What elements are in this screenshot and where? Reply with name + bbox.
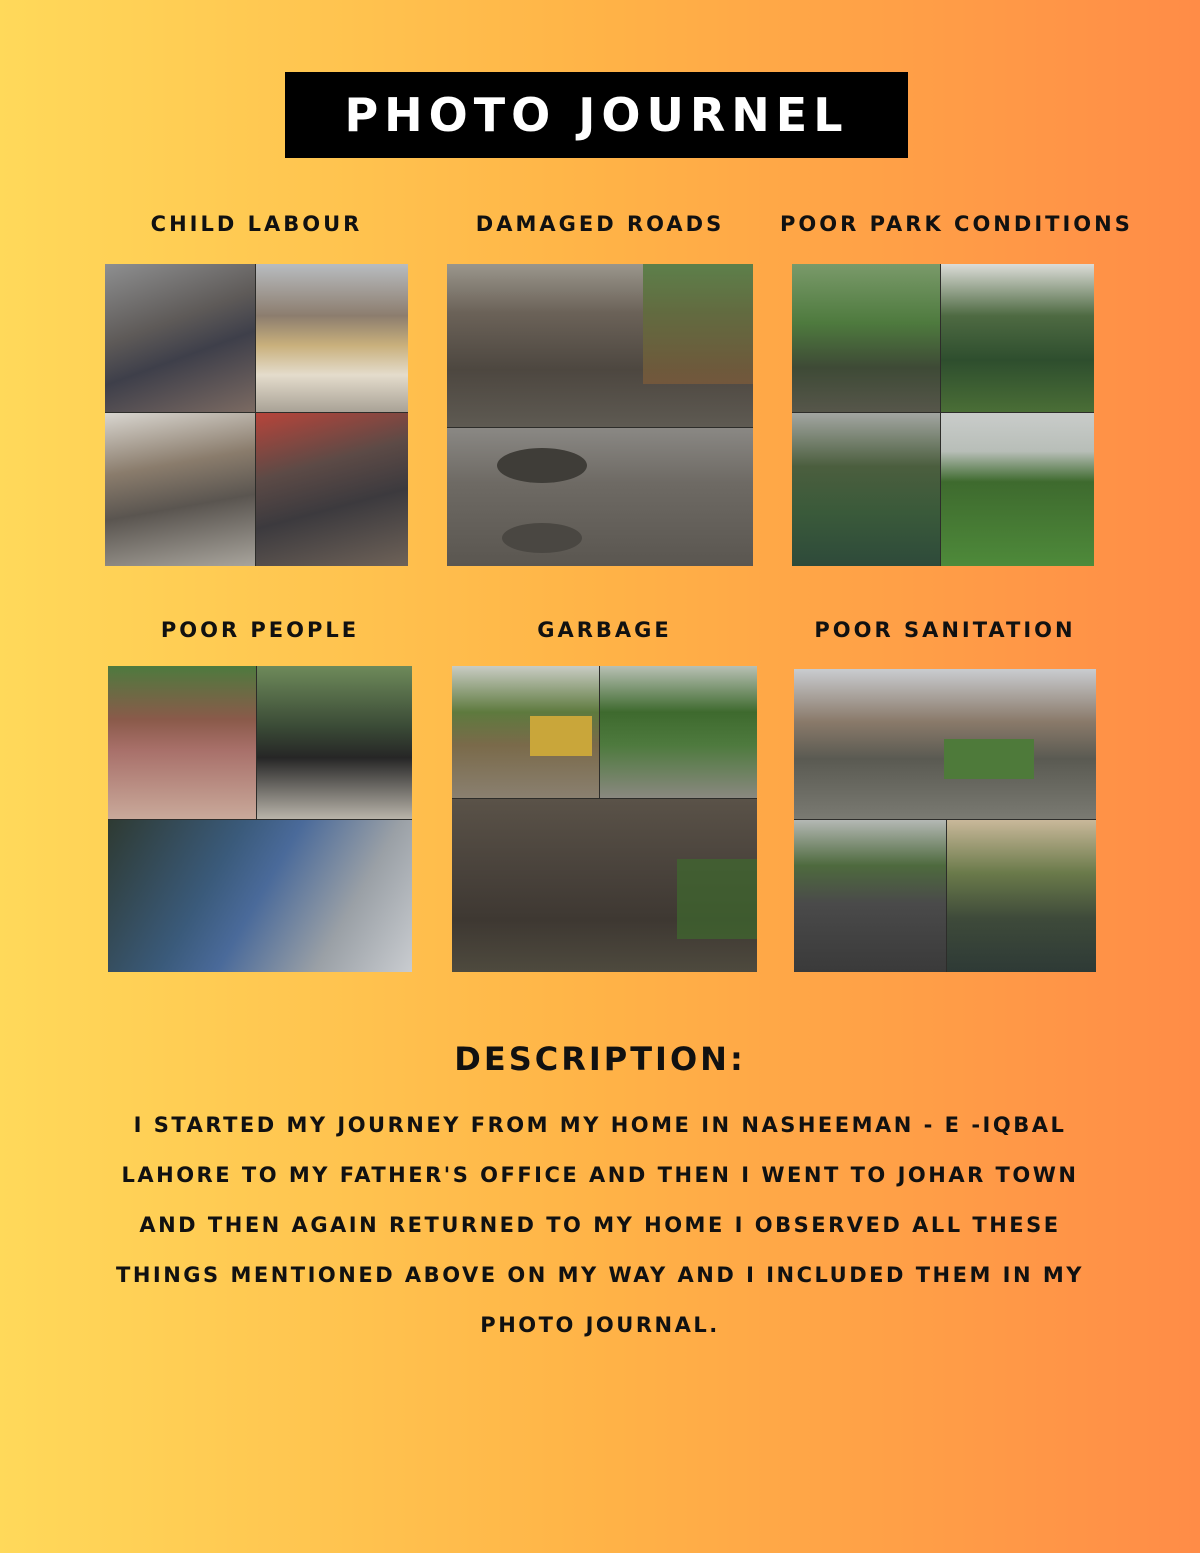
page-title: PHOTO JOURNEL — [344, 88, 849, 142]
description-heading: DESCRIPTION: — [454, 1040, 746, 1078]
section-label-garbage: GARBAGE — [537, 618, 672, 642]
photo-flooded-street — [794, 669, 1096, 819]
photo-muddy-road — [447, 264, 753, 427]
photo-beggar-cars — [108, 820, 412, 972]
garbage-photo-collage — [452, 666, 757, 972]
photo-park-bench-water — [941, 264, 1094, 412]
section-label-poor-people: POOR PEOPLE — [160, 618, 360, 642]
photo-littered-ground — [452, 799, 757, 972]
photo-garbage-bin — [452, 666, 599, 798]
poor-people-photo-collage — [108, 666, 412, 972]
poor-sanitation-photo-collage — [794, 669, 1096, 972]
section-label-damaged-roads: DAMAGED ROADS — [475, 212, 725, 236]
page-title-banner — [285, 72, 908, 158]
description-text: I STARTED MY JOURNEY FROM MY HOME IN NASHEEMAN - E -IQBAL LAHORE TO MY FATHER'S OFFICE AND THEN I WENT TO JOHAR TOWN AND THEN AGAIN RETURNED TO MY HOME I OBSERVED ALL THESE THINGS MENTIONED ABOVE ON MY WAY AND I INCLUDED THEM IN MY PHOTO JOURNAL. — [116, 1113, 1084, 1337]
photo-flooded-swing — [792, 413, 940, 566]
photo-waterlogged-road — [794, 820, 946, 972]
photo-overgrown-grass — [941, 413, 1094, 566]
section-label-child-labour: CHILD LABOUR — [150, 212, 363, 236]
photo-boys-repairing — [105, 264, 255, 412]
photo-food-stall — [256, 264, 408, 412]
photo-flooded-park — [792, 264, 940, 412]
damaged-roads-photo-collage — [447, 264, 753, 566]
section-label-poor-park-conditions: POOR PARK CONDITIONS — [780, 212, 1133, 236]
photo-motorbike-repair — [256, 413, 408, 566]
section-label-poor-sanitation: POOR SANITATION — [814, 618, 1076, 642]
child-labour-photo-collage — [105, 264, 408, 566]
photo-potholed-road — [447, 428, 753, 566]
photo-sewage-water — [947, 820, 1096, 972]
photo-boy-cooking — [105, 413, 255, 566]
poor-park-conditions-photo-collage — [792, 264, 1094, 566]
photo-person-sleeping — [108, 666, 256, 819]
photo-family-begging — [257, 666, 412, 819]
photo-park-path — [600, 666, 757, 798]
